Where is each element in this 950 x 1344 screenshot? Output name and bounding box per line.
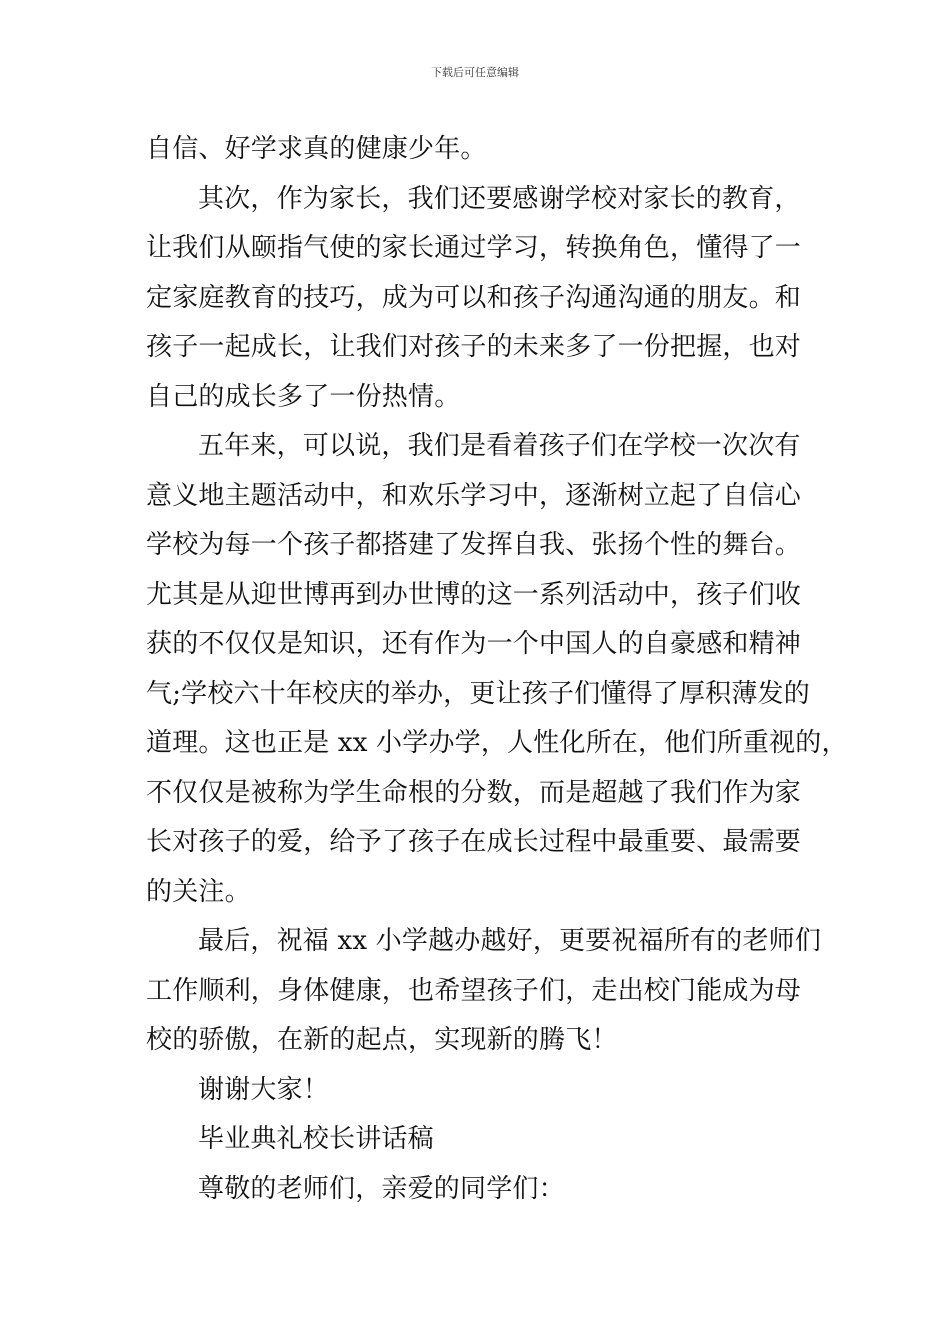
text-line: 校的骄傲，在新的起点，实现新的腾飞！ bbox=[146, 1025, 618, 1055]
text-line: 自己的成长多了一份热情。 bbox=[146, 381, 461, 412]
text-line: 谢谢大家！ bbox=[198, 1074, 330, 1105]
text-line: 定家庭教育的技巧，成为可以和孩子沟通沟通的朋友。和 bbox=[146, 282, 802, 313]
text-line: 孩子一起成长，让我们对孩子的未来多了一份把握，也对 bbox=[146, 332, 802, 362]
text-line: 道理。这也正是 xx 小学办学，人性化所在，他们所重视的， bbox=[146, 728, 848, 758]
text-line: 最后，祝福 xx 小学越办越好，更要祝福所有的老师们 bbox=[198, 926, 822, 956]
text-line: 五年来，可以说，我们是看着孩子们在学校一次次有 bbox=[198, 431, 801, 461]
text-line: 毕业典礼校长讲话稿 bbox=[198, 1124, 434, 1154]
text-line: 工作顺利，身体健康，也希望孩子们，走出校门能成为母 bbox=[146, 975, 802, 1006]
text-line: 尤其是从迎世博再到办世博的这一系列活动中，孩子们收 bbox=[146, 579, 802, 610]
text-line: 让我们从颐指气使的家长通过学习，转换角色，懂得了一 bbox=[146, 233, 802, 263]
text-line: 不仅仅是被称为学生命根的分数，而是超越了我们作为家 bbox=[146, 777, 802, 808]
text-line: 学校为每一个孩子都搭建了发挥自我、张扬个性的舞台。 bbox=[146, 530, 802, 560]
text-line: 尊敬的老师们，亲爱的同学们： bbox=[198, 1173, 565, 1204]
page-header: 下载后可任意编辑 bbox=[431, 66, 519, 79]
text-line: 的关注。 bbox=[146, 876, 251, 907]
text-line: 长对孩子的爱，给予了孩子在成长过程中最重要、最需要 bbox=[146, 827, 802, 857]
text-line: 其次，作为家长，我们还要感谢学校对家长的教育， bbox=[198, 183, 801, 214]
document-body bbox=[146, 125, 848, 1214]
text-line: 意义地主题活动中，和欢乐学习中，逐渐树立起了自信心 bbox=[146, 480, 802, 511]
text-line: 自信、好学求真的健康少年。 bbox=[146, 134, 487, 164]
text-line: 获的不仅仅是知识，还有作为一个中国人的自豪感和精神 bbox=[146, 629, 802, 659]
text-line: 气;学校六十年校庆的举办，更让孩子们懂得了厚积薄发的 bbox=[146, 678, 810, 709]
